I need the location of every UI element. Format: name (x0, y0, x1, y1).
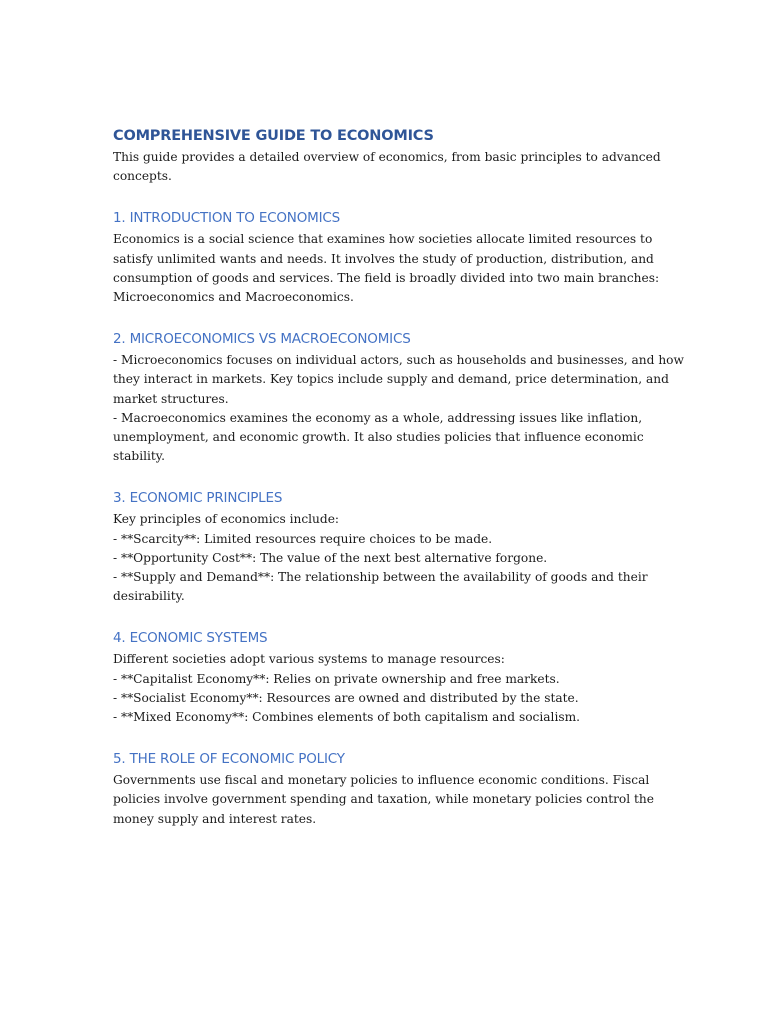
section-heading: 4. ECONOMIC SYSTEMS (113, 630, 268, 647)
paragraph-line: policies involve government spending and taxation, while monetary policies control the (113, 792, 654, 807)
section-paragraph (113, 771, 661, 829)
paragraph-line: Governments use fiscal and monetary policies to influence economic conditions. Fiscal (113, 773, 650, 788)
paragraph-line: Economics is a social science that examines how societies allocate limited resources to (113, 232, 653, 247)
paragraph-line: stability. (113, 449, 165, 464)
section-heading: 5. THE ROLE OF ECONOMIC POLICY (113, 751, 345, 768)
paragraph-line: satisfy unlimited wants and needs. It involves the study of production, distribution, and (113, 251, 654, 266)
paragraph-line: desirability. (113, 589, 185, 604)
paragraph-line: they interact in markets. Key topics include supply and demand, price determination, and (113, 372, 669, 387)
intro-paragraph (113, 148, 661, 186)
section-heading: 2. MICROECONOMICS VS MACROECONOMICS (113, 331, 411, 348)
paragraph-line: - **Mixed Economy**: Combines elements of both capitalism and socialism. (113, 710, 581, 725)
paragraph-line: Different societies adopt various systems to manage resources: (113, 652, 505, 667)
paragraph-line: - **Supply and Demand**: The relationship between the availability of goods and their (113, 570, 648, 585)
paragraph-line: - **Capitalist Economy**: Relies on private ownership and free markets. (113, 671, 560, 686)
paragraph-line: Key principles of economics include: (113, 512, 340, 527)
section-heading: 3. ECONOMIC PRINCIPLES (113, 490, 283, 507)
paragraph-line: money supply and interest rates. (113, 811, 317, 826)
paragraph-line: - **Opportunity Cost**: The value of the next best alternative forgone. (113, 550, 548, 565)
paragraph-line: - **Socialist Economy**: Resources are owned and distributed by the state. (113, 690, 579, 705)
paragraph-line: This guide provides a detailed overview of economics, from basic principles to advanced (113, 150, 661, 164)
paragraph-line: - **Scarcity**: Limited resources require choices to be made. (113, 531, 493, 546)
paragraph-line: unemployment, and economic growth. It also studies policies that influence economic (113, 430, 644, 445)
paragraph-line: concepts. (113, 169, 172, 184)
section-paragraph (113, 650, 661, 727)
section-paragraph (113, 510, 661, 606)
paragraph-line: Microeconomics and Macroeconomics. (113, 290, 354, 305)
paragraph-line: - Microeconomics focuses on individual actors, such as households and businesses, and how (113, 353, 684, 368)
paragraph-line: - Macroeconomics examines the economy as a whole, addressing issues like inflation, (113, 410, 643, 425)
paragraph-line: consumption of goods and services. The field is broadly divided into two main branches: (113, 270, 660, 285)
document-content (113, 126, 684, 829)
document-title: COMPREHENSIVE GUIDE TO ECONOMICS (113, 128, 434, 144)
paragraph-line: market structures. (113, 391, 229, 406)
section-paragraph (113, 230, 661, 307)
section-heading: 1. INTRODUCTION TO ECONOMICS (113, 210, 340, 227)
section-paragraph (113, 351, 684, 466)
